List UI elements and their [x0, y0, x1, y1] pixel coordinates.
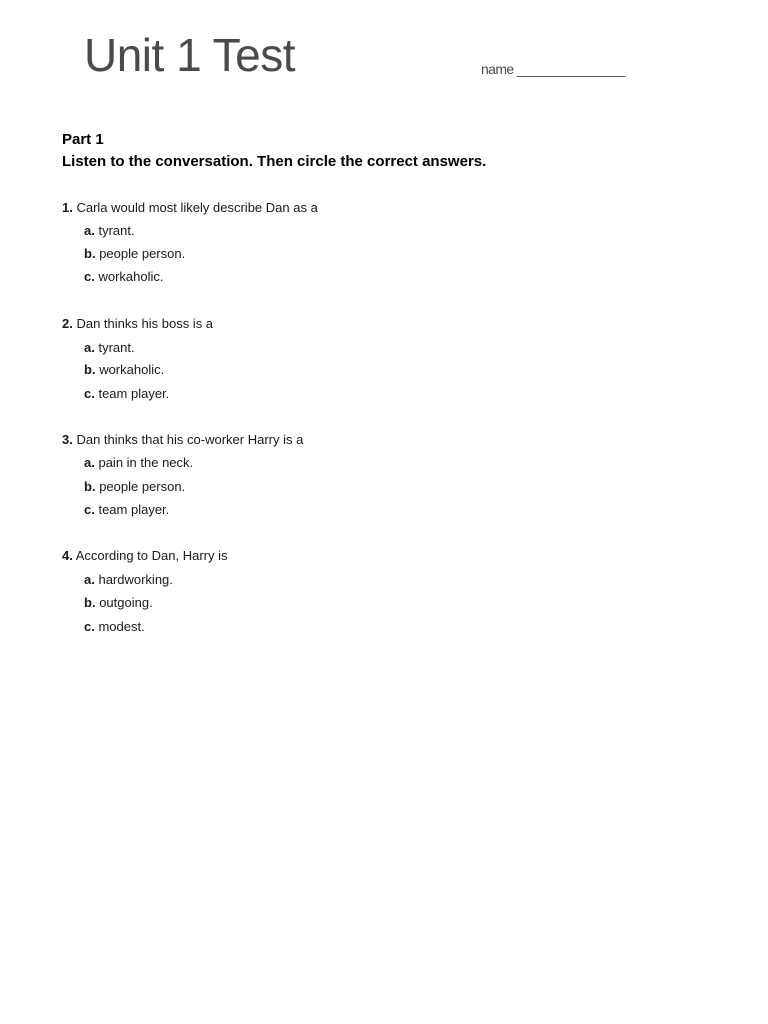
option-3c[interactable]: [84, 502, 169, 517]
option-text: team player.: [98, 502, 170, 517]
option-letter: c.: [84, 386, 95, 401]
option-text: pain in the neck.: [98, 455, 194, 470]
question-number: 4.: [62, 548, 73, 563]
question-number: 1.: [62, 200, 73, 215]
option-text: team player.: [98, 386, 170, 401]
option-text: tyrant.: [98, 340, 135, 355]
question-text: Dan thinks his boss is a: [76, 316, 214, 331]
option-letter: b.: [84, 479, 96, 494]
option-text: workaholic.: [98, 269, 164, 284]
option-letter: b.: [84, 362, 96, 377]
option-letter: c.: [84, 619, 95, 634]
option-4a[interactable]: [84, 572, 173, 587]
page-title: Unit 1 Test: [84, 29, 295, 81]
question-number: 2.: [62, 316, 73, 331]
part-heading: Part 1: [62, 131, 104, 148]
question-number: 3.: [62, 432, 73, 447]
option-4c[interactable]: [84, 619, 145, 634]
option-4b[interactable]: [84, 595, 153, 610]
question-4: [62, 548, 227, 563]
option-text: people person.: [99, 479, 186, 494]
name-field[interactable]: name _______________: [481, 61, 625, 77]
option-letter: a.: [84, 455, 95, 470]
option-text: people person.: [99, 246, 186, 261]
option-letter: b.: [84, 595, 96, 610]
option-text: hardworking.: [98, 572, 173, 587]
option-2a[interactable]: [84, 340, 135, 355]
option-text: workaholic.: [99, 362, 165, 377]
option-letter: c.: [84, 269, 95, 284]
instructions: Listen to the conversation. Then circle the correct answers.: [62, 153, 487, 170]
option-3b[interactable]: [84, 479, 185, 494]
question-text: Carla would most likely describe Dan as a: [76, 200, 318, 215]
question-1: [62, 200, 318, 215]
question-2: [62, 316, 213, 331]
option-letter: b.: [84, 246, 96, 261]
option-letter: a.: [84, 223, 95, 238]
option-letter: c.: [84, 502, 95, 517]
option-2c[interactable]: [84, 386, 169, 401]
question-text: Dan thinks that his co-worker Harry is a: [76, 432, 304, 447]
option-text: tyrant.: [98, 223, 135, 238]
question-text: According to Dan, Harry is: [75, 548, 228, 563]
option-letter: a.: [84, 572, 95, 587]
option-text: modest.: [98, 619, 145, 634]
option-1b[interactable]: [84, 246, 185, 261]
option-letter: a.: [84, 340, 95, 355]
option-3a[interactable]: [84, 455, 193, 470]
option-1a[interactable]: [84, 223, 135, 238]
option-2b[interactable]: [84, 362, 164, 377]
option-text: outgoing.: [99, 595, 153, 610]
option-1c[interactable]: [84, 269, 164, 284]
question-3: [62, 432, 303, 447]
